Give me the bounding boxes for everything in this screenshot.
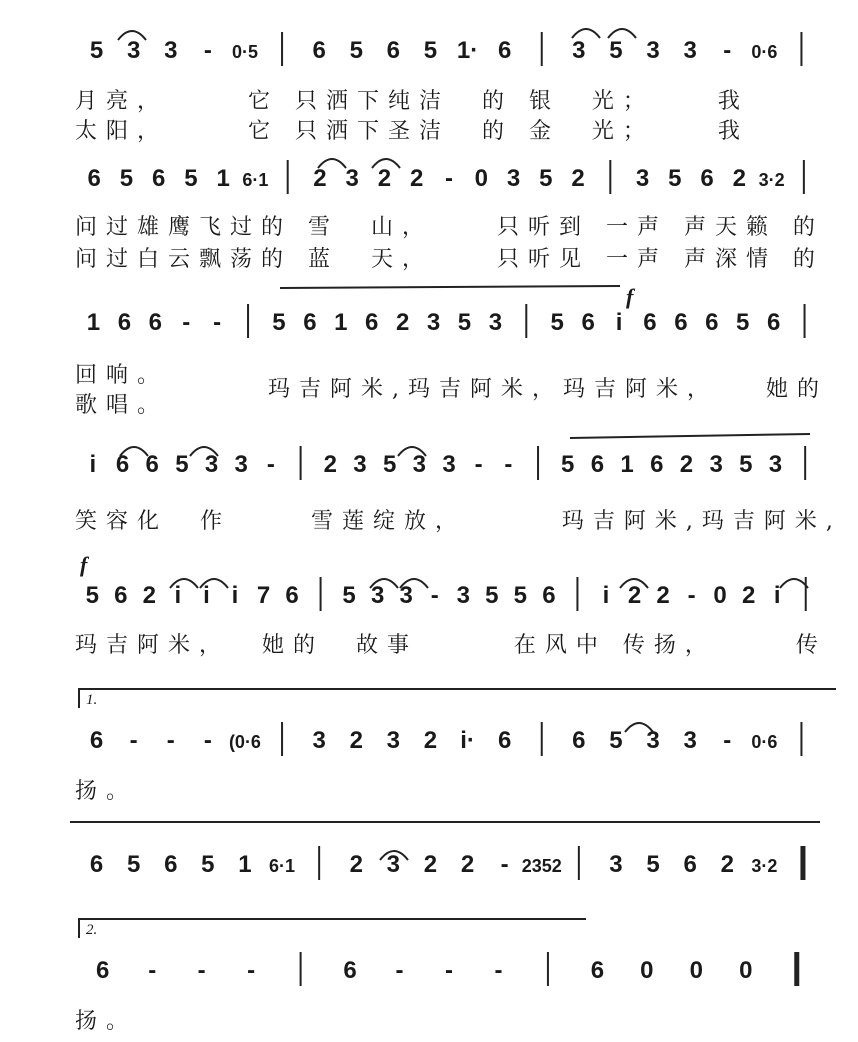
note: 5 — [342, 582, 356, 609]
lyric-line-4: 笑容化 作 雪莲绽放， 玛吉阿米,玛吉阿米, — [75, 509, 842, 534]
lyric-line-8: 扬。 — [75, 1009, 138, 1034]
note: 3·2 — [751, 856, 778, 876]
note: - — [203, 37, 212, 64]
note: 6 — [643, 309, 657, 336]
note: 6 — [674, 309, 688, 336]
volta-1: 1. — [78, 688, 836, 708]
note: - — [723, 37, 732, 64]
barline — [805, 577, 807, 611]
note: 5 — [485, 582, 499, 609]
barline — [320, 577, 322, 611]
lyric-line-1a: 月亮， 它 只洒下纯洁 的 银 光； 我 — [75, 89, 749, 114]
note: - — [247, 957, 256, 984]
note: 2 — [349, 727, 363, 754]
note: 6 — [303, 309, 317, 336]
note: 0 — [640, 957, 654, 984]
note: 5 — [184, 165, 198, 192]
note: 6 — [590, 451, 605, 478]
phrase-line — [280, 286, 620, 288]
note: 0·5 — [231, 42, 258, 62]
note: - — [395, 957, 404, 984]
note: 6 — [151, 165, 166, 192]
barline — [287, 160, 289, 194]
lyric-line-2b: 问过白云飘荡的 蓝 天， 只听见 一声 声深情 的 — [75, 247, 824, 272]
note: i· — [460, 727, 475, 754]
note: - — [504, 451, 513, 478]
note: 6 — [766, 309, 781, 336]
note: 6 — [705, 309, 719, 336]
note: 0 — [689, 957, 704, 984]
lyric-line-3a: 回响。 — [75, 363, 169, 388]
note: 2 — [423, 727, 438, 754]
note: 6 — [117, 309, 132, 336]
note: 1 — [86, 309, 101, 336]
lyric-line-5: 玛吉阿米， 她的 故事 在风中 传扬， 传 — [75, 633, 827, 658]
dynamic-forte-1: f — [626, 284, 634, 309]
note: 5 — [561, 451, 575, 478]
note: - — [197, 957, 206, 984]
note: 6 — [114, 582, 128, 609]
note: 5 — [382, 451, 397, 478]
note: - — [445, 957, 453, 984]
note: 3 — [456, 582, 470, 609]
barline — [547, 952, 549, 986]
note: - — [687, 582, 696, 609]
barline — [576, 577, 578, 611]
note: 6 — [542, 582, 556, 609]
barline — [804, 304, 806, 338]
note: 3 — [488, 309, 503, 336]
note: 3 — [768, 451, 783, 478]
note: 3 — [506, 165, 521, 192]
note: 6 — [497, 37, 512, 64]
note: - — [213, 309, 222, 336]
note: 6 — [365, 309, 379, 336]
note: 6 — [87, 165, 101, 192]
note: 3 — [683, 727, 697, 754]
note: - — [500, 851, 509, 878]
note: 2 — [571, 165, 585, 192]
note: 0·6 — [751, 732, 778, 752]
barline — [578, 846, 580, 880]
note: 3 — [126, 37, 141, 64]
volta-2: 2. — [78, 918, 586, 938]
note: 3 — [426, 309, 441, 336]
note: 3 — [386, 727, 401, 754]
note: 2 — [142, 582, 157, 609]
note: 5 — [349, 37, 363, 64]
note: - — [474, 451, 483, 478]
note: (0·6 — [228, 732, 261, 752]
phrase-line — [570, 434, 810, 438]
barline — [537, 446, 539, 480]
note: 6 — [650, 451, 664, 478]
note: 2 — [460, 851, 475, 878]
note: 3 — [646, 727, 660, 754]
note: 6 — [572, 727, 586, 754]
note: 6 — [312, 37, 326, 64]
note: 5 — [201, 851, 215, 878]
note: 3 — [353, 451, 367, 478]
note: i — [231, 582, 239, 609]
note: - — [166, 727, 175, 754]
note: i — [174, 582, 182, 609]
note: 6 — [590, 957, 605, 984]
note: 3 — [386, 851, 401, 878]
note: 1 — [216, 165, 230, 192]
note: 6 — [700, 165, 714, 192]
barline — [300, 446, 302, 480]
note: 2 — [627, 582, 642, 609]
note: 1 — [238, 851, 252, 878]
note: 5 — [513, 582, 528, 609]
note: 3 — [572, 37, 586, 64]
note: 2 — [656, 582, 670, 609]
note: 5 — [85, 582, 99, 609]
note: 2 — [323, 451, 337, 478]
barline — [281, 32, 283, 66]
note: 6·1 — [242, 170, 269, 190]
note: 6 — [96, 957, 110, 984]
note: 1 — [620, 451, 634, 478]
note: 2 — [410, 165, 424, 192]
barline — [541, 722, 543, 756]
note: 2 — [313, 165, 327, 192]
note: 6 — [164, 851, 178, 878]
dynamic-forte-2: f — [80, 552, 88, 577]
note: 3 — [646, 37, 660, 64]
note: i — [773, 582, 781, 609]
note: 5 — [89, 37, 104, 64]
note: 2 — [720, 851, 734, 878]
barline — [609, 160, 611, 194]
note: 6 — [148, 309, 162, 336]
lyric-line-6: 扬。 — [75, 779, 138, 804]
barline — [281, 722, 283, 756]
note: 5 — [539, 165, 553, 192]
barline — [247, 304, 249, 338]
note: 3 — [312, 727, 326, 754]
barline — [800, 722, 802, 756]
note: 0·6 — [751, 42, 778, 62]
note: 6 — [497, 727, 512, 754]
note: i — [602, 582, 610, 609]
note: 5 — [646, 851, 660, 878]
barline — [318, 846, 320, 880]
note: 3 — [635, 165, 650, 192]
barline — [541, 32, 543, 66]
note: 3 — [399, 582, 413, 609]
note: - — [182, 309, 191, 336]
note: i — [89, 451, 97, 478]
note: 2 — [395, 309, 410, 336]
note: 3 — [164, 37, 178, 64]
note: 3 — [412, 451, 426, 478]
note: - — [129, 727, 138, 754]
note: 1· — [456, 37, 479, 64]
note: 5 — [457, 309, 472, 336]
note: - — [430, 582, 439, 609]
barline — [803, 160, 805, 194]
barline — [800, 32, 802, 66]
note: 2 — [679, 451, 694, 478]
note: 5 — [668, 165, 682, 192]
note: - — [445, 165, 453, 192]
note: 6 — [581, 309, 595, 336]
note: 5 — [736, 309, 750, 336]
lyric-line-2a: 问过雄鹰飞过的 雪 山， 只听到 一声 声天籁 的 — [75, 215, 824, 240]
note: 6 — [683, 851, 697, 878]
note: 2 — [377, 165, 392, 192]
note: - — [723, 727, 732, 754]
note: 6 — [285, 582, 299, 609]
note: 3 — [683, 37, 697, 64]
note: - — [148, 957, 157, 984]
note: 5 — [119, 165, 134, 192]
note: 6 — [89, 851, 104, 878]
note: - — [266, 451, 275, 478]
note: 3 — [442, 451, 456, 478]
note: 3 — [709, 451, 723, 478]
note: 5 — [272, 309, 286, 336]
note: 2 — [423, 851, 438, 878]
note: 0 — [739, 957, 753, 984]
note: 6 — [386, 37, 401, 64]
note: 6 — [89, 727, 104, 754]
note: 6·1 — [269, 856, 296, 876]
note: 2 — [732, 165, 747, 192]
note: 3 — [234, 451, 248, 478]
note: 5 — [550, 309, 564, 336]
note: - — [203, 727, 212, 754]
note: 3 — [345, 165, 359, 192]
note: 2352 — [521, 856, 562, 876]
note: 1 — [334, 309, 348, 336]
slur — [780, 579, 808, 588]
note: 3 — [609, 851, 623, 878]
note: 6 — [115, 451, 130, 478]
barline — [800, 846, 805, 880]
note: i — [203, 582, 210, 609]
note: 2 — [741, 582, 756, 609]
lyric-line-3c: 玛吉阿米,玛吉阿米，玛吉阿米， 她的 — [268, 377, 828, 402]
note: 3·2 — [758, 170, 785, 190]
note: 5 — [126, 851, 141, 878]
note: 0 — [474, 165, 488, 192]
note: 0 — [713, 582, 727, 609]
note: 3 — [204, 451, 219, 478]
note: 7 — [256, 582, 271, 609]
barline — [794, 952, 799, 986]
barline — [300, 952, 302, 986]
lyric-line-3b: 歌唱。 — [75, 393, 169, 418]
note: 3 — [370, 582, 385, 609]
note: 5 — [739, 451, 753, 478]
barline — [804, 446, 806, 480]
barline — [525, 304, 527, 338]
note: i — [615, 309, 623, 336]
note: 5 — [175, 451, 189, 478]
lyric-line-1b: 太阳， 它 只洒下圣洁 的 金 光； 我 — [75, 119, 749, 144]
note: - — [494, 957, 503, 984]
note: 5 — [609, 37, 623, 64]
note: 6 — [343, 957, 357, 984]
note: 2 — [349, 851, 363, 878]
note: 5 — [423, 37, 438, 64]
note: 5 — [609, 727, 623, 754]
note: 6 — [145, 451, 159, 478]
